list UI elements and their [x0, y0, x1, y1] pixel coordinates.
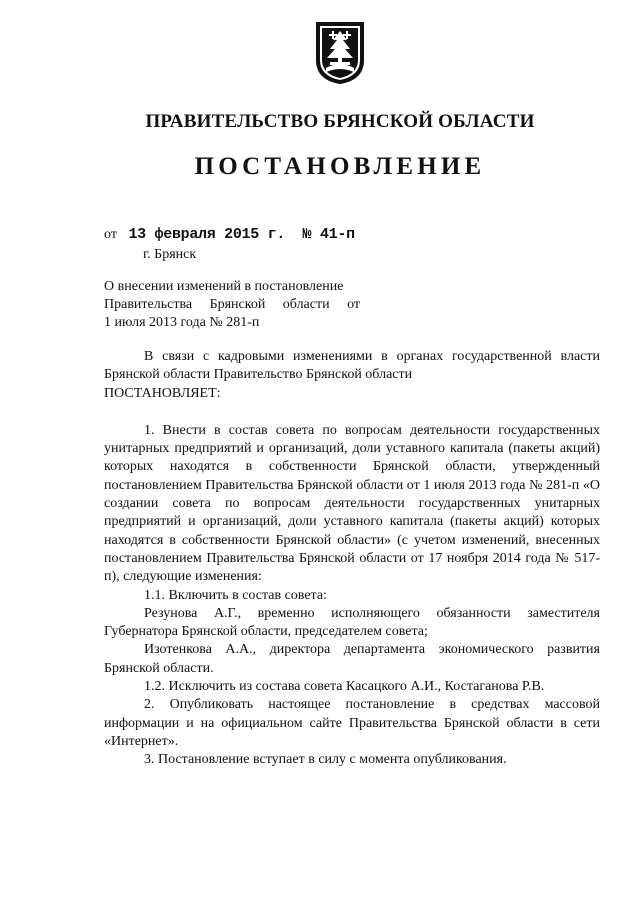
document-date: 13 февраля 2015 г. [128, 226, 286, 243]
member-entry: Резунова А.Г., временно исполняющего обязанности заместителя Губернатора Брянской области, председателем совета; [104, 605, 600, 640]
subject-line: О внесении изменений в постановление [104, 279, 344, 294]
member-entry: Изотенкова А.А., директора департамента экономического развития Брянской области. [104, 642, 600, 676]
document-type-title: ПОСТАНОВЛЕНИЕ [194, 153, 486, 180]
resolves-heading: ПОСТАНОВЛЯЕТ: [104, 385, 221, 401]
subject-word: Брянской [209, 297, 266, 312]
document-city: г. Брянск [143, 247, 197, 262]
clause-3: 3. Постановление вступает в силу с момента опубликования. [144, 752, 507, 768]
document-body [104, 348, 600, 770]
subject-line: 1 июля 2013 года № 281-п [104, 315, 260, 330]
date-number-line [104, 226, 355, 243]
clause-1-1: 1.1. Включить в состав совета: [144, 587, 327, 603]
subject-word: от [347, 297, 360, 312]
paragraph-gap [104, 403, 600, 422]
subject-line-justified [104, 296, 360, 314]
document-subject [104, 278, 364, 332]
clause-1: 1. Внести в состав совета по вопросам деятельности государственных унитарных предприятий и организаций, доли уставного капитала (пакеты акций) которых находятся в собственности Брянской области, утвержденный постановлением Правительства Брянской области от 1 июля 2013 года № 281-п «О создании совета по вопросам деятельности государственных унитарных предприятий и организаций, доли уставного капитала (пакеты акций) которых находятся в собственности Брянской области» (с учетом изменений, внесенных постановлением Правительства Брянской области от 17 ноября 2014 года № 517-п), следующие изменения: [104, 422, 600, 585]
coat-of-arms-icon [314, 20, 366, 86]
clause-1-2: 1.2. Исключить из состава совета Касацкого А.И., Костаганова Р.В. [144, 679, 545, 695]
document-number: № 41-п [302, 226, 355, 243]
subject-word: Правительства [104, 297, 193, 312]
date-prefix: от [104, 227, 117, 242]
subject-word: области [282, 297, 330, 312]
government-title: ПРАВИТЕЛЬСТВО БРЯНСКОЙ ОБЛАСТИ [145, 111, 535, 132]
clause-2: 2. Опубликовать настоящее постановление в средствах массовой информации и на официальном сайте Правительства Брянской области в сети «Интернет». [104, 697, 600, 749]
preamble-paragraph: В связи с кадровыми изменениями в органах государственной власти Брянской области Правительство Брянской области [104, 349, 600, 383]
